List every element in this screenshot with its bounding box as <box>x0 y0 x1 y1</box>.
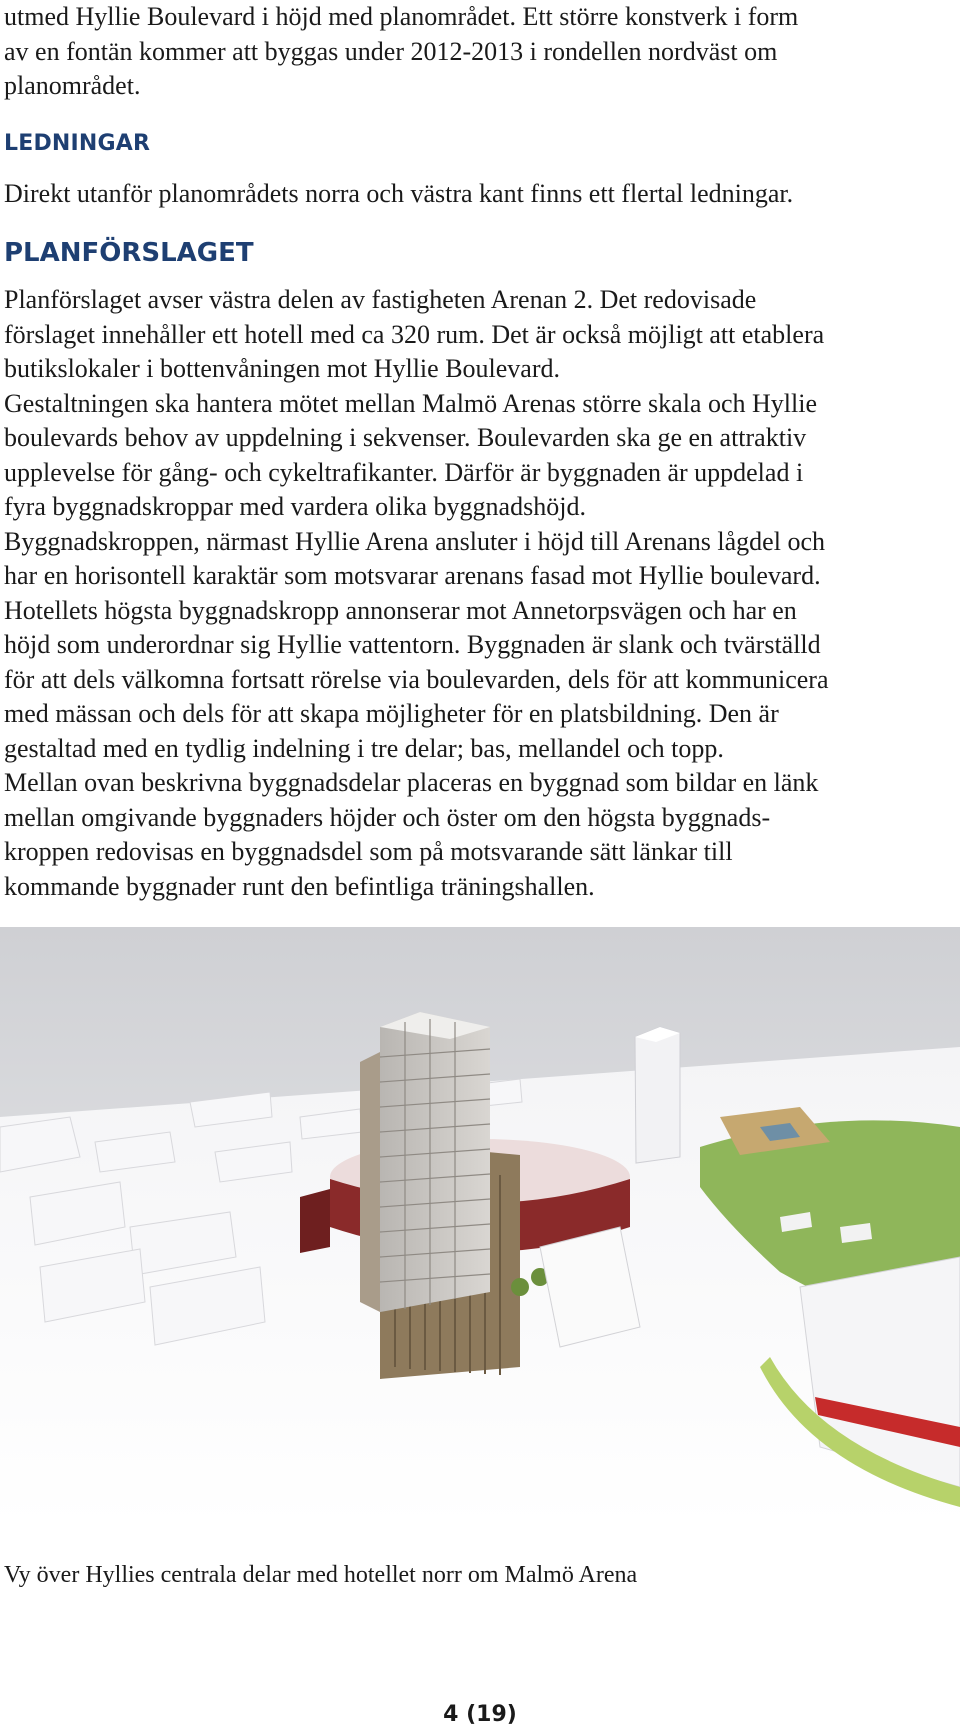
intro-paragraph <box>0 0 955 104</box>
section-heading-ledningar: LEDNINGAR <box>4 131 151 156</box>
text-line: Direkt utanför planområdets norra och västra kant finns ett flertal ledningar. <box>4 179 794 208</box>
text-line: upplevelse för gång- och cykeltrafikanter. Därför är byggnaden är uppdelad i <box>4 457 804 487</box>
text-line: kommande byggnader runt den befintliga träningshallen. <box>4 871 595 901</box>
text-line: Hotellets högsta byggnadskropp annonserar mot Annetorpsvägen och har en <box>4 595 797 625</box>
text-line: förslaget innehåller ett hotell med ca 320 rum. Det är också möjligt att etablera <box>4 319 825 349</box>
page-number: 4 (19) <box>443 1702 517 1727</box>
figure-caption: Vy över Hyllies centrala delar med hotellet norr om Malmö Arena <box>4 1562 638 1588</box>
text-line: höjd som underordnar sig Hyllie vattentorn. Byggnaden är slank och tvärställd <box>4 630 821 659</box>
planforslaget-paragraph <box>0 283 955 904</box>
text-line: med mässan och dels för att skapa möjligheter för en platsbildning. Den är <box>4 699 779 728</box>
text-line: mellan omgivande byggnaders höjder och öster om den högsta byggnads- <box>4 802 771 832</box>
text-line: butikslokaler i bottenvåningen mot Hyllie Boulevard. <box>4 354 561 383</box>
ledningar-paragraph <box>0 177 955 212</box>
text-line: gestaltad med en tydlig indelning i tre delar; bas, mellandel och topp. <box>4 733 724 763</box>
text-line: Byggnadskroppen, närmast Hyllie Arena ansluter i höjd till Arenans lågdel och <box>4 526 825 556</box>
text-line: utmed Hyllie Boulevard i höjd med planområdet. Ett större konstverk i form <box>4 2 799 31</box>
text-line: Gestaltningen ska hantera mötet mellan Malmö Arenas större skala och Hyllie <box>4 388 817 418</box>
text-line: kroppen redovisas en byggnadsdel som på motsvarande sätt länkar till <box>4 837 733 866</box>
text-line: för att dels välkomna fortsatt rörelse via boulevarden, dels för att kommunicera <box>4 664 829 694</box>
text-line: fyra byggnadskroppar med vardera olika byggnadshöjd. <box>4 492 586 521</box>
architectural-render-image <box>0 927 960 1527</box>
text-line: Mellan ovan beskrivna byggnadsdelar placeras en byggnad som bildar en länk <box>4 768 819 797</box>
section-heading-planforslaget: PLANFÖRSLAGET <box>4 238 254 268</box>
text-line: planområdet. <box>4 71 141 100</box>
text-line: har en horisontell karaktär som motsvarar arenans fasad mot Hyllie boulevard. <box>4 561 821 590</box>
text-line: Planförslaget avser västra delen av fastigheten Arenan 2. Det redovisade <box>4 285 757 314</box>
text-line: av en fontän kommer att byggas under 2012-2013 i rondellen nordväst om <box>4 36 778 66</box>
text-line: boulevards behov av uppdelning i sekvenser. Boulevarden ska ge en attraktiv <box>4 423 807 452</box>
